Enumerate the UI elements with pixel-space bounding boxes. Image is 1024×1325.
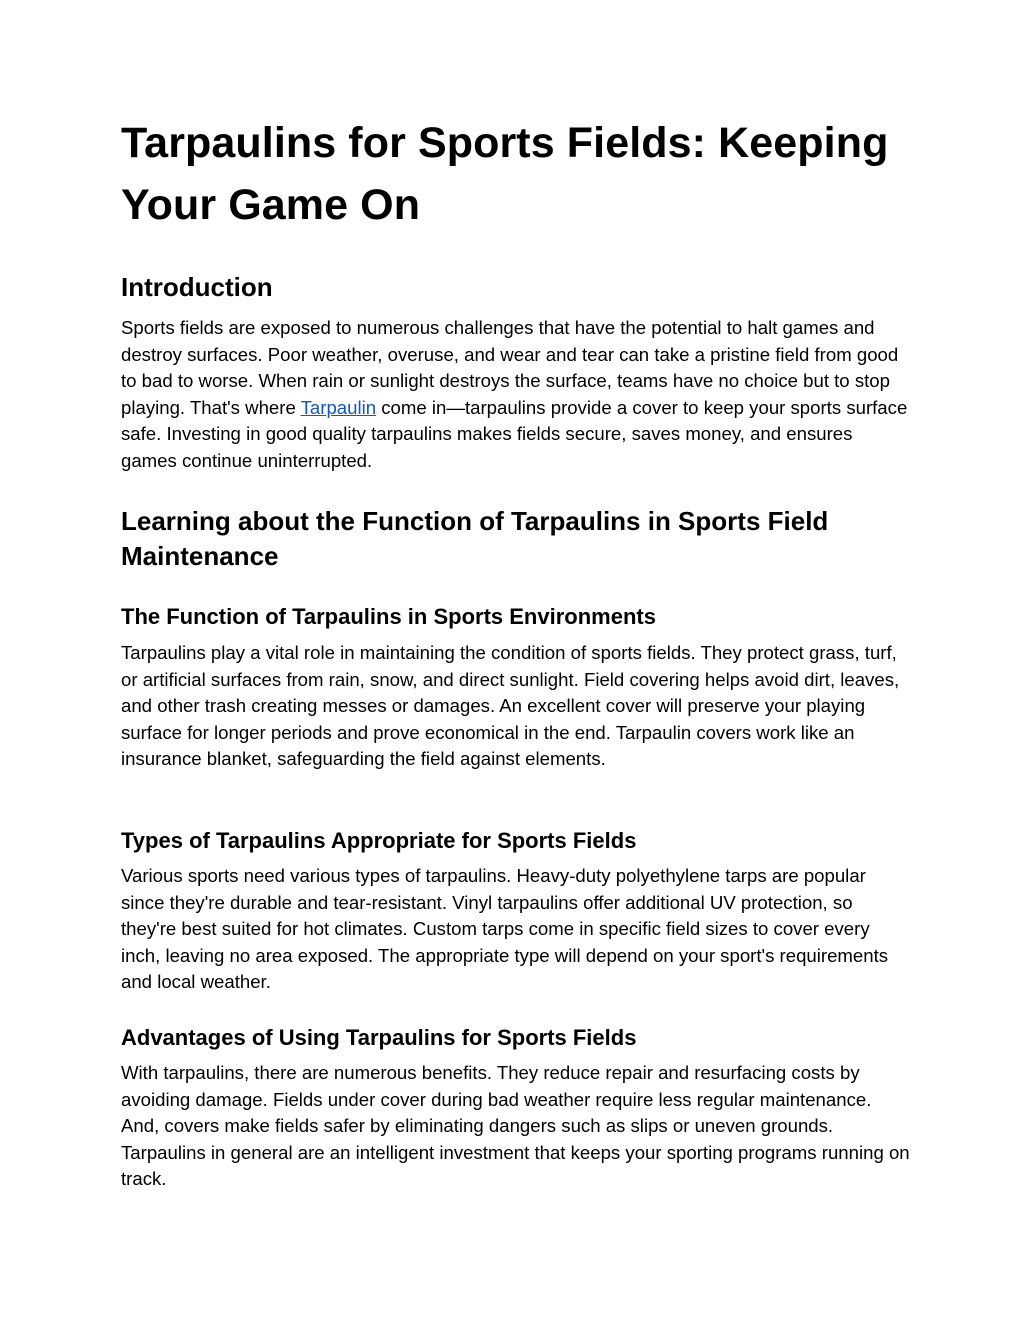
- intro-text-after-link: come in—tarpaulins provide a cover to keep your sports surface safe. Investing in good quality tarpaulins makes fields secure, saves money, and ensures games continue uninterrupted.: [121, 396, 908, 471]
- subsection-heading-types: Types of Tarpaulins Appropriate for Sports Fields: [121, 828, 637, 853]
- intro-text-before-link: Sports fields are exposed to numerous challenges that have the potential to halt games and destroy surfaces. Poor weather, overuse, and wear and tear can take a pristine field from good to bad to worse. When rain or sunlight destroys the surface, teams have no choice but to stop playing. That's where: [121, 317, 899, 418]
- subsection-paragraph-types: Various sports need various types of tarpaulins. Heavy-duty polyethylene tarps are popular since they're durable and tear-resistant. Vinyl tarpaulins offer additional UV protection, so they're best suited for hot climates. Custom tarps come in specific field sizes to cover every inch, leaving no area exposed. The appropriate type will depend on your sport's requirements and local weather.: [121, 865, 889, 993]
- subsection-heading-advantages: Advantages of Using Tarpaulins for Sports Fields: [121, 1025, 637, 1050]
- section-heading: Learning about the Function of Tarpaulins in Sports Field Maintenance: [121, 506, 829, 571]
- intro-heading: Introduction: [121, 272, 273, 302]
- intro-paragraph: [121, 315, 911, 475]
- subsection-paragraph-advantages: With tarpaulins, there are numerous benefits. They reduce repair and resurfacing costs by avoiding damage. Fields under cover during bad weather require less regular maintenance. And, covers make fields safer by eliminating dangers such as slips or uneven grounds. Tarpaulins in general are an intelligent investment that keeps your sporting programs running on track.: [121, 1062, 910, 1190]
- document-title: Tarpaulins for Sports Fields: Keeping Your Game On: [121, 119, 889, 229]
- subsection-heading-function: The Function of Tarpaulins in Sports Environments: [121, 604, 656, 629]
- subsection-paragraph-function: Tarpaulins play a vital role in maintaining the condition of sports fields. They protect grass, turf, or artificial surfaces from rain, snow, and direct sunlight. Field covering helps avoid dirt, leaves, and other trash creating messes or damages. An excellent cover will preserve your playing surface for longer periods and prove economical in the end. Tarpaulin covers work like an insurance blanket, safeguarding the field against elements.: [121, 642, 900, 770]
- tarpaulin-link[interactable]: Tarpaulin: [300, 396, 377, 418]
